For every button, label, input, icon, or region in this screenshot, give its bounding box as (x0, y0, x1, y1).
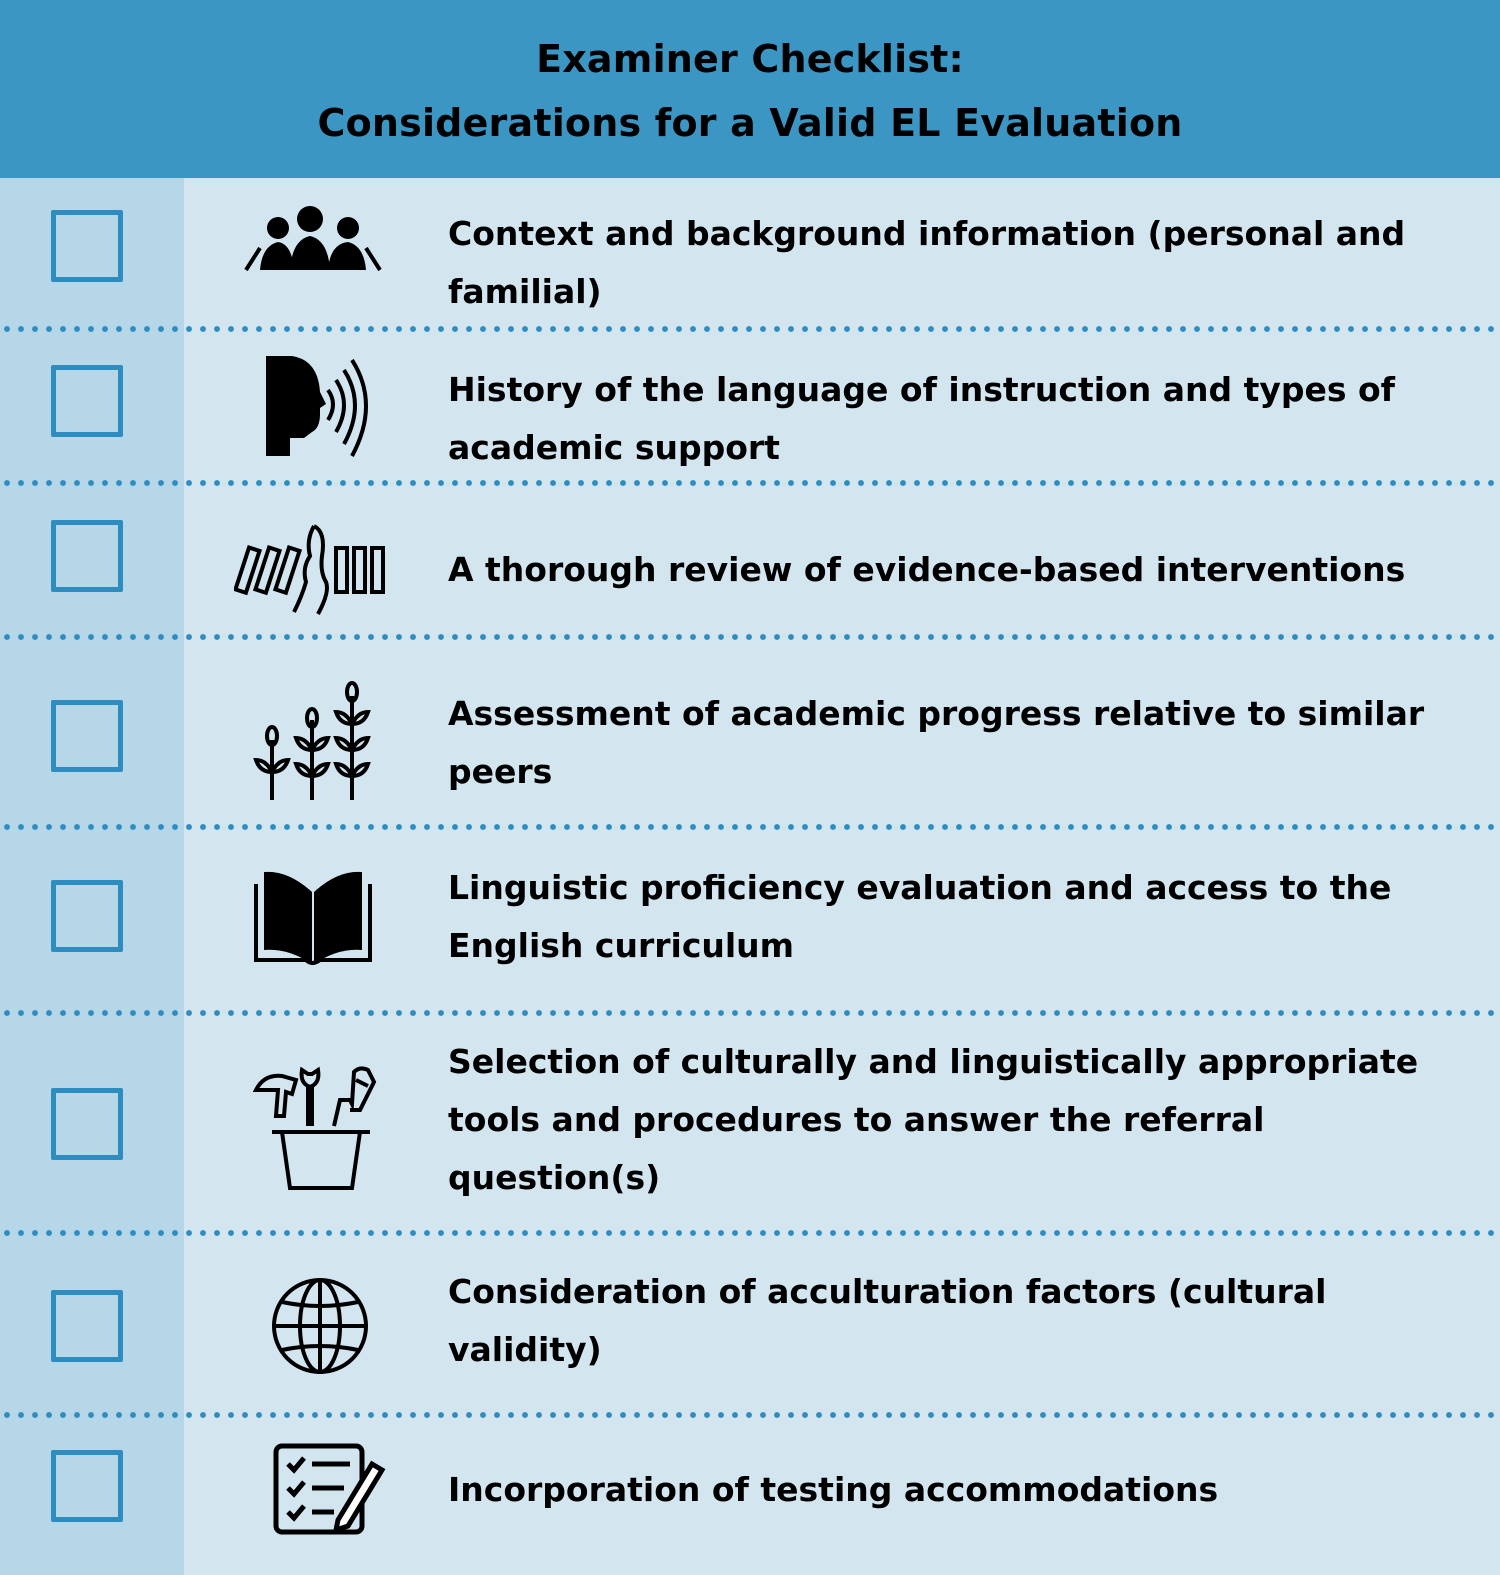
page-title: Examiner Checklist: (536, 37, 964, 81)
hand-dominoes-icon (234, 522, 394, 618)
checklist-row (0, 1418, 1500, 1575)
checkbox[interactable] (51, 880, 123, 952)
checklist-item-text: Incorporation of testing accommodations (448, 1470, 1219, 1509)
speaking-head-icon (262, 352, 372, 462)
checklist-item-text: Selection of culturally and linguistically appropriate tools and procedures to answer the referral question(s) (448, 1042, 1419, 1197)
toolbox-icon (250, 1060, 386, 1194)
checkbox[interactable] (51, 1088, 123, 1160)
growing-plants-icon (250, 680, 380, 802)
checklist-row (0, 640, 1500, 824)
checklist-row (0, 1016, 1500, 1230)
people-group-icon (240, 204, 385, 274)
checkbox[interactable] (51, 1290, 123, 1362)
globe-icon (270, 1276, 370, 1376)
checklist-item-text: Consideration of acculturation factors (cultural validity) (448, 1272, 1327, 1369)
checklist-row (0, 830, 1500, 1010)
checklist-row (0, 178, 1500, 328)
checklist-item-text: Linguistic proficiency evaluation and access to the English curriculum (448, 868, 1392, 965)
open-book-icon (252, 868, 374, 968)
page-subtitle: Considerations for a Valid EL Evaluation (317, 101, 1183, 145)
header-banner (0, 0, 1500, 178)
checklist-item-text: Assessment of academic progress relative to similar peers (448, 694, 1425, 791)
checklist-item-text: Context and background information (personal and familial) (448, 214, 1406, 311)
checklist-item-text: A thorough review of evidence-based interventions (448, 550, 1406, 589)
checkbox[interactable] (51, 1450, 123, 1522)
checkbox[interactable] (51, 700, 123, 772)
checklist-item-text: History of the language of instruction and types of academic support (448, 370, 1396, 467)
checkbox[interactable] (51, 520, 123, 592)
checklist-row (0, 486, 1500, 634)
checklist-row (0, 332, 1500, 482)
checklist-row (0, 1236, 1500, 1412)
checkbox[interactable] (51, 210, 123, 282)
checkbox[interactable] (51, 365, 123, 437)
checklist-clipboard-icon (272, 1442, 386, 1536)
